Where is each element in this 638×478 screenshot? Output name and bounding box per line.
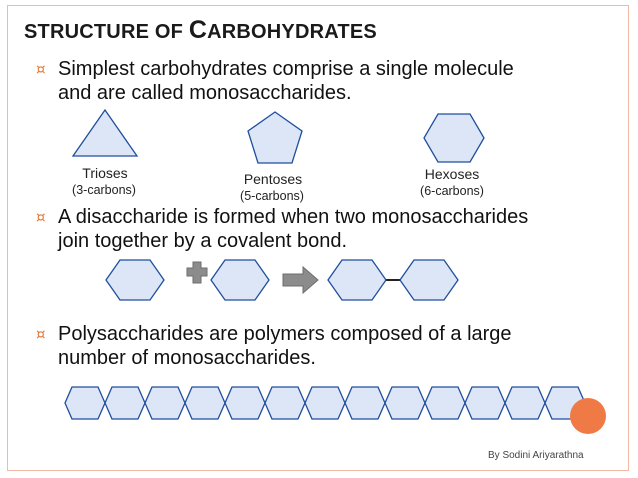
disaccharide-hexagon-1 — [106, 260, 164, 300]
polymer-hexagon — [425, 387, 465, 419]
hexagon-shape — [424, 114, 484, 162]
bullet-icon: ¤ — [36, 325, 46, 343]
disaccharide-hexagon-4 — [400, 260, 458, 300]
plus-icon — [187, 262, 207, 283]
polymer-hexagon — [465, 387, 505, 419]
trioses-label: Trioses — [82, 165, 128, 181]
pentoses-carbons: (5-carbons) — [240, 189, 304, 203]
pentoses-label: Pentoses — [243, 171, 303, 187]
hexoses-label: Hexoses — [424, 166, 480, 182]
bullet-text: Simplest carbohydrates comprise a single molecule and are called monosaccharides. — [58, 58, 514, 104]
title-big-letter: C — [188, 16, 208, 44]
title-prefix: STRUCTURE OF — [24, 21, 189, 43]
polymer-hexagon — [305, 387, 345, 419]
accent-circle — [570, 398, 606, 434]
trioses-carbons: (3-carbons) — [72, 183, 136, 197]
polymer-hexagon — [265, 387, 305, 419]
polymer-chain — [65, 387, 585, 419]
bullet-icon: ¤ — [36, 208, 46, 226]
polymer-hexagon — [145, 387, 185, 419]
right-arrow-icon — [283, 267, 318, 293]
title-rest: ARBOHYDRATES — [207, 21, 377, 43]
disaccharide-hexagon-3 — [328, 260, 386, 300]
bullet-icon: ¤ — [36, 60, 46, 78]
polymer-hexagon — [105, 387, 145, 419]
bullet-text: A disaccharide is formed when two monosaccharides join together by a covalent bond. — [58, 206, 529, 252]
triangle-shape — [73, 110, 137, 156]
disaccharide-hexagon-2 — [211, 260, 269, 300]
author-credit: By Sodini Ariyarathna — [488, 450, 584, 461]
polymer-hexagon — [185, 387, 225, 419]
polymer-hexagon — [385, 387, 425, 419]
pentagon-shape — [248, 112, 302, 163]
polymer-hexagon — [345, 387, 385, 419]
hexoses-carbons: (6-carbons) — [420, 184, 484, 198]
polymer-hexagon — [505, 387, 545, 419]
polymer-hexagon — [65, 387, 105, 419]
polymer-hexagon — [225, 387, 265, 419]
bullet-text: Polysaccharides are polymers composed of a large number of monosaccharides. — [58, 323, 512, 369]
